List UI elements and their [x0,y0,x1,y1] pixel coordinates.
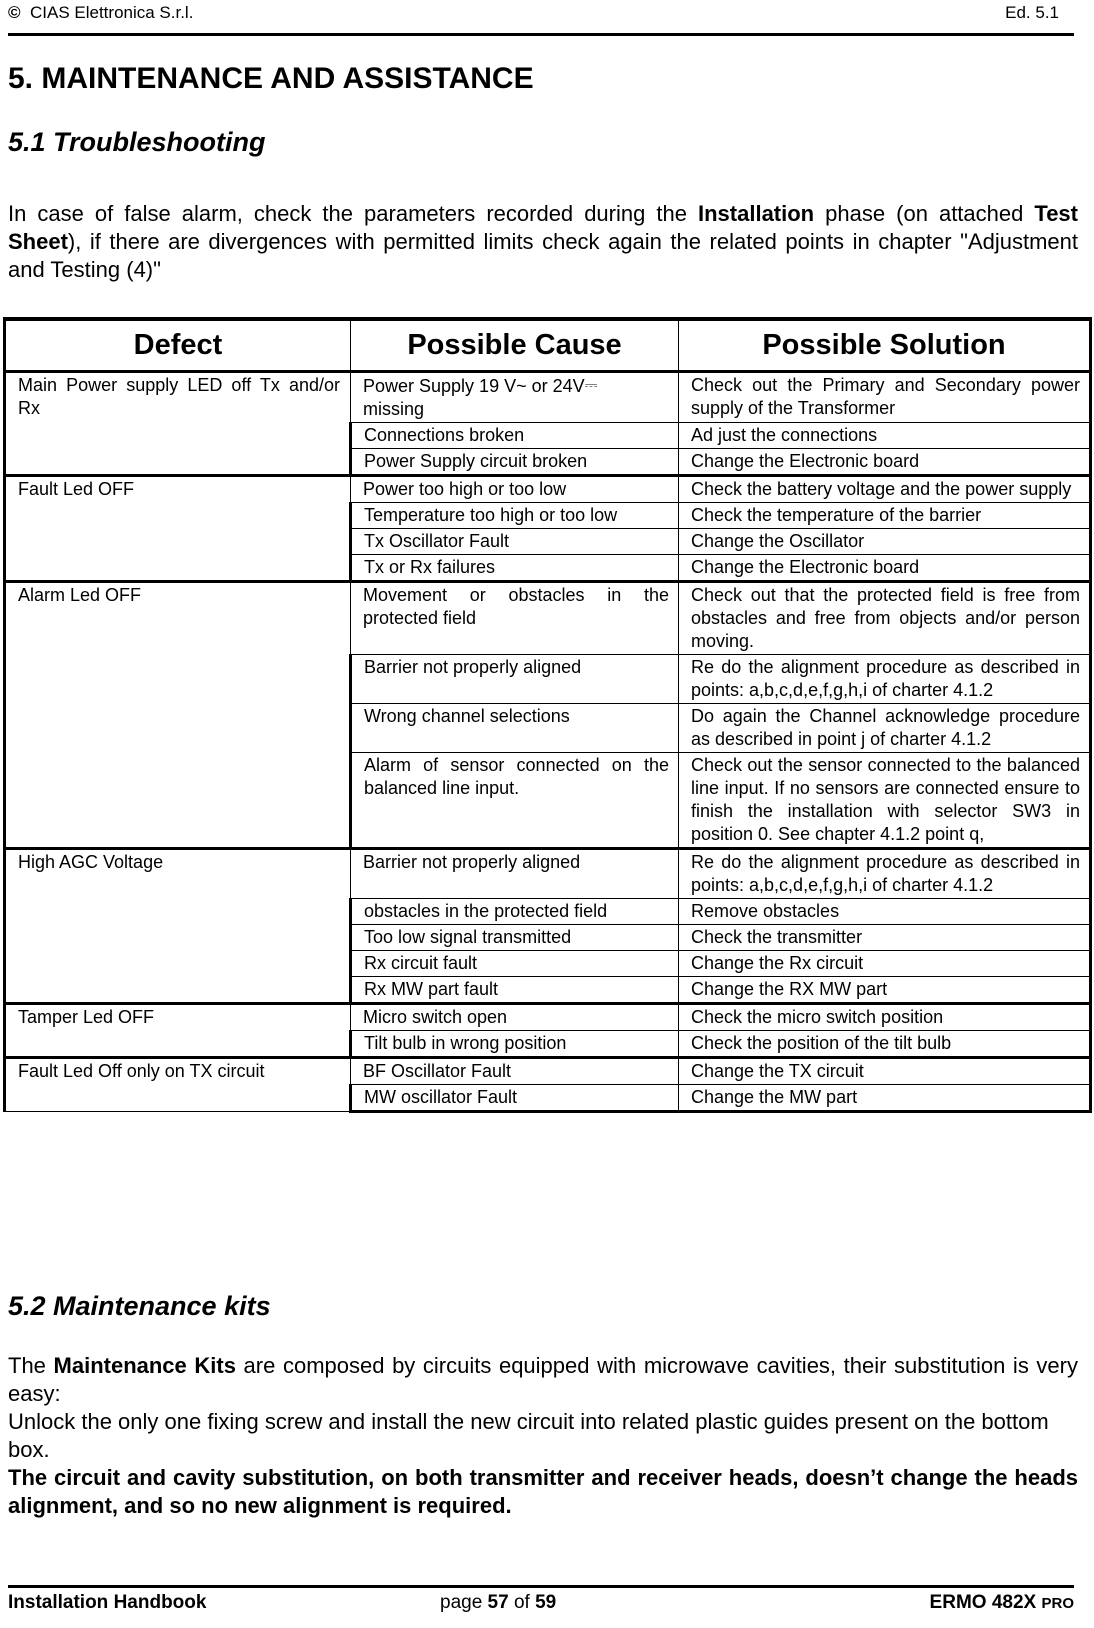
footer-handbook: Installation Handbook [8,1592,207,1613]
cause-cell: Temperature too high or too low [351,503,679,529]
solution-cell: Check out the Primary and Secondary power supply of the Transformer [679,372,1091,423]
table-body [5,372,1091,1112]
table-row [5,1058,1091,1085]
table-row [5,1004,1091,1031]
cause-cell: Rx MW part fault [351,977,679,1004]
cause-cell: Alarm of sensor connected on the balanced line input. [351,753,679,849]
solution-cell: Change the Electronic board [679,449,1091,476]
solution-cell: Re do the alignment procedure as described in points: a,b,c,d,e,f,g,h,i of charter 4.1.2 [679,849,1091,899]
solution-cell: Change the RX MW part [679,977,1091,1004]
kits-paragraph-2: Unlock the only one fixing screw and install the new circuit into related plastic guides present on the bottom box. [8,1409,1049,1462]
cause-cell: Micro switch open [351,1004,679,1031]
cause-cell: Barrier not properly aligned [351,655,679,704]
troubleshooting-intro: In case of false alarm, check the parameters recorded during the Installation phase (on attached Test Sheet), if there are divergences with permitted limits check again the related points in chapter "Adjustment and Testing (4)" [8,201,1078,282]
col-header-cause: Possible Cause [351,319,679,372]
table-row [5,582,1091,655]
cause-cell: Tx or Rx failures [351,555,679,582]
defect-cell: Fault Led Off only on TX circuit [5,1058,351,1112]
copyright-icon: © [8,3,21,22]
defect-cell: Fault Led OFF [5,476,351,582]
troubleshooting-table [3,317,1092,1113]
cause-cell: Connections broken [351,423,679,449]
solution-cell: Remove obstacles [679,899,1091,925]
header-edition: Ed. 5.1 [1005,3,1059,22]
solution-cell: Check the micro switch position [679,1004,1091,1031]
cause-cell: Power too high or too low [351,476,679,503]
solution-cell: Change the Electronic board [679,555,1091,582]
solution-cell: Check the temperature of the barrier [679,503,1091,529]
section-title: 5. MAINTENANCE AND ASSISTANCE [8,62,534,95]
solution-cell: Change the Rx circuit [679,951,1091,977]
table-row [5,849,1091,899]
solution-cell: Check out that the protected field is free from obstacles and free from objects and/or person moving. [679,582,1091,655]
col-header-solution: Possible Solution [679,319,1091,372]
cause-cell: Power Supply 19 V~ or 24V⎓ missing [351,372,679,423]
solution-cell: Check the position of the tilt bulb [679,1031,1091,1058]
table-row [5,372,1091,423]
cause-cell: Movement or obstacles in the protected field [351,582,679,655]
defect-cell: Alarm Led OFF [5,582,351,849]
dc-current-icon: ⎓ [584,377,597,394]
kits-paragraph-3: The circuit and cavity substitution, on both transmitter and receiver heads, doesn’t change the heads alignment, and so no new alignment is required. [8,1465,1078,1518]
solution-cell: Check out the sensor connected to the balanced line input. If no sensors are connected ensure to finish the installation with selector SW3 in position 0. See chapter 4.1.2 point q, [679,753,1091,849]
solution-cell: Change the Oscillator [679,529,1091,555]
header-rule [8,33,1074,36]
col-header-defect: Defect [5,319,351,372]
cause-cell: Too low signal transmitted [351,925,679,951]
cause-cell: Tx Oscillator Fault [351,529,679,555]
cause-cell: MW oscillator Fault [351,1085,679,1112]
troubleshooting-title: 5.1 Troubleshooting [8,127,266,157]
cause-cell: BF Oscillator Fault [351,1058,679,1085]
solution-cell: Change the TX circuit [679,1058,1091,1085]
footer-page-number: page 57 of 59 [440,1592,557,1613]
table-row [5,476,1091,503]
cause-cell: obstacles in the protected field [351,899,679,925]
cause-cell: Tilt bulb in wrong position [351,1031,679,1058]
footer-product: ERMO 482X PRO [929,1592,1074,1613]
defect-cell: Tamper Led OFF [5,1004,351,1058]
solution-cell: Check the transmitter [679,925,1091,951]
defect-cell: High AGC Voltage [5,849,351,1004]
header-company [8,3,193,23]
cause-cell: Rx circuit fault [351,951,679,977]
solution-cell: Re do the alignment procedure as described in points: a,b,c,d,e,f,g,h,i of charter 4.1.2 [679,655,1091,704]
cause-cell: Barrier not properly aligned [351,849,679,899]
company-name: CIAS Elettronica S.r.l. [29,3,194,22]
cause-cell: Power Supply circuit broken [351,449,679,476]
footer-rule [8,1585,1074,1588]
kits-title: 5.2 Maintenance kits [8,1291,271,1321]
cause-cell: Wrong channel selections [351,704,679,753]
solution-cell: Change the MW part [679,1085,1091,1112]
solution-cell: Do again the Channel acknowledge procedure as described in point j of charter 4.1.2 [679,704,1091,753]
solution-cell: Ad just the connections [679,423,1091,449]
defect-cell: Main Power supply LED off Tx and/or Rx [5,372,351,476]
kits-paragraph-1: The Maintenance Kits are composed by circuits equipped with microwave cavities, their substitution is very easy: [8,1353,1078,1406]
solution-cell: Check the battery voltage and the power supply [679,476,1091,503]
